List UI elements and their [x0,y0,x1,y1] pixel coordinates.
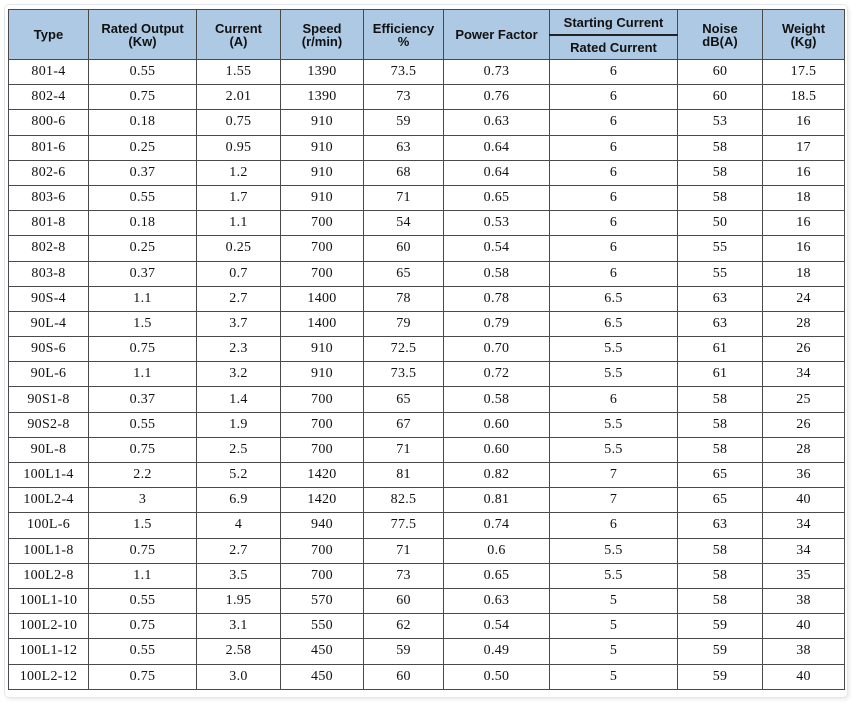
cell-rated-output: 3 [89,488,197,513]
cell-type: 100L2-12 [9,664,89,689]
cell-type: 801-4 [9,60,89,85]
cell-current: 2.01 [197,85,281,110]
cell-rated-output: 0.55 [89,185,197,210]
table-row [9,110,845,135]
cell-power-factor: 0.76 [444,85,550,110]
cell-current-ratio: 5 [550,588,678,613]
cell-current-ratio: 5 [550,639,678,664]
cell-efficiency: 73.5 [364,362,444,387]
cell-noise: 61 [678,362,763,387]
table-row [9,85,845,110]
header-efficiency-label: Efficiency [372,20,435,36]
cell-type: 802-8 [9,236,89,261]
header-noise-label: Noise [702,20,738,36]
cell-rated-output: 0.75 [89,437,197,462]
cell-type: 801-8 [9,211,89,236]
cell-power-factor: 0.6 [444,538,550,563]
cell-current-ratio: 6 [550,236,678,261]
cell-type: 90S-4 [9,286,89,311]
cell-speed: 550 [281,614,364,639]
cell-power-factor: 0.81 [444,488,550,513]
cell-noise: 63 [678,286,763,311]
cell-power-factor: 0.64 [444,160,550,185]
table-body [9,60,845,690]
cell-current-ratio: 6 [550,185,678,210]
cell-weight: 28 [763,311,845,336]
table-row [9,261,845,286]
cell-type: 801-6 [9,135,89,160]
cell-noise: 65 [678,488,763,513]
cell-noise: 58 [678,185,763,210]
table-frame [5,5,847,697]
cell-efficiency: 73.5 [364,60,444,85]
cell-weight: 18 [763,185,845,210]
cell-type: 803-8 [9,261,89,286]
cell-efficiency: 77.5 [364,513,444,538]
cell-type: 100L1-10 [9,588,89,613]
cell-current-ratio: 5.5 [550,563,678,588]
cell-current-ratio: 7 [550,463,678,488]
table-row [9,614,845,639]
cell-current-ratio: 6 [550,85,678,110]
cell-current: 2.5 [197,437,281,462]
cell-weight: 38 [763,639,845,664]
header-rated-output [89,10,197,60]
table-row [9,236,845,261]
cell-efficiency: 65 [364,387,444,412]
cell-power-factor: 0.70 [444,337,550,362]
cell-noise: 59 [678,664,763,689]
cell-current: 1.2 [197,160,281,185]
cell-speed: 1400 [281,311,364,336]
cell-speed: 700 [281,437,364,462]
cell-noise: 58 [678,387,763,412]
table-row [9,185,845,210]
cell-current: 0.75 [197,110,281,135]
cell-weight: 17.5 [763,60,845,85]
header-noise-unit: dB(A) [702,33,738,49]
cell-current: 3.5 [197,563,281,588]
cell-power-factor: 0.73 [444,60,550,85]
header-current [197,10,281,60]
cell-current-ratio: 5.5 [550,437,678,462]
cell-efficiency: 54 [364,211,444,236]
table-row [9,135,845,160]
cell-current: 0.7 [197,261,281,286]
cell-power-factor: 0.60 [444,412,550,437]
cell-type: 100L1-4 [9,463,89,488]
cell-weight: 25 [763,387,845,412]
cell-type: 90L-8 [9,437,89,462]
cell-efficiency: 65 [364,261,444,286]
cell-efficiency: 71 [364,538,444,563]
cell-type: 100L-6 [9,513,89,538]
cell-rated-output: 0.55 [89,639,197,664]
header-rated-current: Rated Current [550,35,678,60]
cell-noise: 59 [678,639,763,664]
table-row [9,60,845,85]
cell-rated-output: 0.75 [89,538,197,563]
cell-rated-output: 0.25 [89,236,197,261]
cell-weight: 26 [763,412,845,437]
header-row [9,10,845,36]
cell-current-ratio: 5 [550,614,678,639]
cell-type: 100L1-12 [9,639,89,664]
cell-current: 2.7 [197,286,281,311]
cell-type: 802-6 [9,160,89,185]
cell-weight: 16 [763,160,845,185]
cell-efficiency: 71 [364,185,444,210]
cell-rated-output: 0.37 [89,160,197,185]
cell-weight: 34 [763,513,845,538]
cell-efficiency: 82.5 [364,488,444,513]
cell-efficiency: 59 [364,110,444,135]
cell-power-factor: 0.65 [444,185,550,210]
cell-speed: 1420 [281,463,364,488]
cell-efficiency: 72.5 [364,337,444,362]
table-row [9,463,845,488]
cell-current-ratio: 6 [550,135,678,160]
cell-noise: 58 [678,135,763,160]
cell-weight: 24 [763,286,845,311]
cell-type: 803-6 [9,185,89,210]
cell-rated-output: 0.75 [89,85,197,110]
cell-power-factor: 0.64 [444,135,550,160]
table-row [9,211,845,236]
cell-noise: 63 [678,513,763,538]
cell-speed: 700 [281,211,364,236]
cell-efficiency: 67 [364,412,444,437]
table-row [9,664,845,689]
header-rated-output-unit: (Kw) [128,33,157,49]
header-current-unit: (A) [229,33,248,49]
cell-weight: 40 [763,488,845,513]
cell-rated-output: 1.1 [89,286,197,311]
cell-power-factor: 0.60 [444,437,550,462]
cell-power-factor: 0.74 [444,513,550,538]
table-row [9,538,845,563]
cell-type: 90L-4 [9,311,89,336]
cell-weight: 38 [763,588,845,613]
cell-current: 3.2 [197,362,281,387]
cell-current-ratio: 6 [550,387,678,412]
cell-power-factor: 0.82 [444,463,550,488]
cell-noise: 65 [678,463,763,488]
header-rated-output-label: Rated Output [101,20,184,36]
cell-power-factor: 0.63 [444,588,550,613]
cell-type: 100L1-8 [9,538,89,563]
cell-current: 0.25 [197,236,281,261]
header-starting-current: Starting Current [550,10,678,36]
cell-power-factor: 0.63 [444,110,550,135]
cell-noise: 58 [678,160,763,185]
cell-current: 1.4 [197,387,281,412]
cell-noise: 61 [678,337,763,362]
cell-current: 4 [197,513,281,538]
cell-current-ratio: 5.5 [550,362,678,387]
cell-weight: 26 [763,337,845,362]
table-row [9,588,845,613]
cell-noise: 50 [678,211,763,236]
cell-weight: 18 [763,261,845,286]
table-row [9,563,845,588]
cell-power-factor: 0.79 [444,311,550,336]
cell-rated-output: 0.25 [89,135,197,160]
cell-speed: 450 [281,664,364,689]
cell-speed: 700 [281,412,364,437]
cell-current-ratio: 5.5 [550,538,678,563]
cell-noise: 53 [678,110,763,135]
cell-current: 3.1 [197,614,281,639]
cell-weight: 28 [763,437,845,462]
cell-current: 3.7 [197,311,281,336]
cell-speed: 700 [281,538,364,563]
cell-power-factor: 0.58 [444,261,550,286]
cell-noise: 60 [678,85,763,110]
cell-current: 1.7 [197,185,281,210]
cell-noise: 63 [678,311,763,336]
cell-weight: 16 [763,236,845,261]
cell-speed: 700 [281,236,364,261]
cell-current-ratio: 6 [550,261,678,286]
cell-speed: 700 [281,563,364,588]
cell-noise: 58 [678,412,763,437]
cell-rated-output: 0.75 [89,337,197,362]
cell-noise: 58 [678,437,763,462]
cell-speed: 910 [281,362,364,387]
cell-current-ratio: 6.5 [550,311,678,336]
table-row [9,160,845,185]
cell-speed: 1390 [281,85,364,110]
cell-weight: 16 [763,211,845,236]
header-weight-label: Weight [781,20,826,36]
header-speed [281,10,364,60]
cell-efficiency: 68 [364,160,444,185]
table-row [9,639,845,664]
cell-current: 0.95 [197,135,281,160]
cell-power-factor: 0.78 [444,286,550,311]
cell-power-factor: 0.65 [444,563,550,588]
cell-current: 5.2 [197,463,281,488]
cell-rated-output: 0.55 [89,60,197,85]
cell-weight: 40 [763,614,845,639]
cell-current: 3.0 [197,664,281,689]
header-weight-unit: (Kg) [790,33,817,49]
cell-weight: 17 [763,135,845,160]
cell-rated-output: 0.18 [89,211,197,236]
cell-current-ratio: 6 [550,110,678,135]
cell-type: 90L-6 [9,362,89,387]
cell-efficiency: 73 [364,85,444,110]
cell-rated-output: 1.1 [89,362,197,387]
cell-power-factor: 0.58 [444,387,550,412]
cell-weight: 18.5 [763,85,845,110]
cell-type: 100L2-10 [9,614,89,639]
table-header [9,10,845,60]
cell-speed: 910 [281,160,364,185]
cell-type: 100L2-8 [9,563,89,588]
cell-power-factor: 0.53 [444,211,550,236]
cell-efficiency: 63 [364,135,444,160]
cell-power-factor: 0.72 [444,362,550,387]
cell-noise: 55 [678,261,763,286]
table-row [9,337,845,362]
cell-current: 2.3 [197,337,281,362]
cell-noise: 58 [678,538,763,563]
cell-speed: 910 [281,135,364,160]
cell-type: 802-4 [9,85,89,110]
cell-power-factor: 0.50 [444,664,550,689]
cell-speed: 1420 [281,488,364,513]
header-efficiency [364,10,444,60]
cell-efficiency: 60 [364,664,444,689]
cell-current-ratio: 6 [550,211,678,236]
cell-noise: 55 [678,236,763,261]
cell-speed: 570 [281,588,364,613]
table-row [9,387,845,412]
cell-noise: 59 [678,614,763,639]
cell-efficiency: 78 [364,286,444,311]
cell-current: 1.95 [197,588,281,613]
cell-power-factor: 0.54 [444,236,550,261]
header-weight [763,10,845,60]
header-noise [678,10,763,60]
cell-rated-output: 0.75 [89,614,197,639]
table-row [9,412,845,437]
cell-speed: 940 [281,513,364,538]
cell-current: 1.55 [197,60,281,85]
header-speed-unit: (r/min) [301,33,343,49]
cell-current-ratio: 6 [550,60,678,85]
cell-noise: 60 [678,60,763,85]
cell-type: 90S1-8 [9,387,89,412]
cell-efficiency: 81 [364,463,444,488]
cell-rated-output: 0.55 [89,412,197,437]
header-speed-label: Speed [302,20,342,36]
cell-current: 6.9 [197,488,281,513]
table-row [9,286,845,311]
cell-weight: 36 [763,463,845,488]
cell-weight: 34 [763,538,845,563]
cell-weight: 16 [763,110,845,135]
cell-speed: 700 [281,261,364,286]
cell-speed: 700 [281,387,364,412]
cell-current-ratio: 5 [550,664,678,689]
cell-speed: 910 [281,110,364,135]
cell-weight: 35 [763,563,845,588]
cell-rated-output: 1.1 [89,563,197,588]
table-row [9,362,845,387]
table-row [9,513,845,538]
cell-weight: 40 [763,664,845,689]
cell-type: 100L2-4 [9,488,89,513]
cell-type: 800-6 [9,110,89,135]
cell-current: 2.58 [197,639,281,664]
table-row [9,311,845,336]
cell-speed: 910 [281,185,364,210]
header-power-factor: Power Factor [444,10,550,60]
cell-current: 1.9 [197,412,281,437]
cell-power-factor: 0.49 [444,639,550,664]
table-row [9,437,845,462]
cell-efficiency: 59 [364,639,444,664]
cell-current-ratio: 7 [550,488,678,513]
cell-efficiency: 71 [364,437,444,462]
cell-efficiency: 79 [364,311,444,336]
cell-power-factor: 0.54 [444,614,550,639]
cell-weight: 34 [763,362,845,387]
cell-current: 1.1 [197,211,281,236]
cell-noise: 58 [678,563,763,588]
cell-type: 90S-6 [9,337,89,362]
cell-current-ratio: 6 [550,513,678,538]
cell-rated-output: 1.5 [89,513,197,538]
motor-spec-table [8,9,845,690]
cell-rated-output: 0.75 [89,664,197,689]
cell-rated-output: 0.18 [89,110,197,135]
header-type: Type [9,10,89,60]
cell-efficiency: 60 [364,236,444,261]
cell-rated-output: 0.37 [89,261,197,286]
cell-efficiency: 73 [364,563,444,588]
cell-efficiency: 62 [364,614,444,639]
cell-rated-output: 0.55 [89,588,197,613]
cell-current-ratio: 5.5 [550,412,678,437]
table-row [9,488,845,513]
cell-speed: 1390 [281,60,364,85]
cell-speed: 1400 [281,286,364,311]
cell-rated-output: 2.2 [89,463,197,488]
cell-rated-output: 1.5 [89,311,197,336]
cell-type: 90S2-8 [9,412,89,437]
cell-efficiency: 60 [364,588,444,613]
cell-current-ratio: 6.5 [550,286,678,311]
cell-speed: 910 [281,337,364,362]
cell-current: 2.7 [197,538,281,563]
header-efficiency-unit: % [397,33,410,49]
cell-noise: 58 [678,588,763,613]
cell-current-ratio: 6 [550,160,678,185]
cell-speed: 450 [281,639,364,664]
cell-current-ratio: 5.5 [550,337,678,362]
header-current-label: Current [215,20,262,36]
cell-rated-output: 0.37 [89,387,197,412]
